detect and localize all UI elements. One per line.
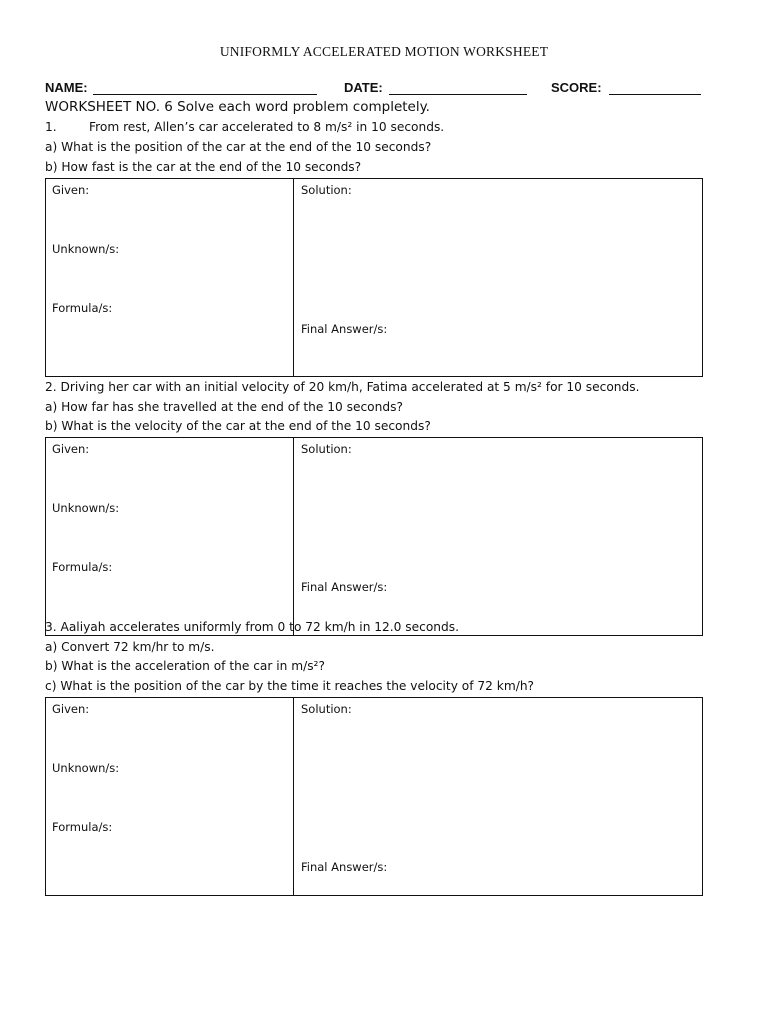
problem-3-answer-box xyxy=(45,697,703,896)
worksheet-title: UNIFORMLY ACCELERATED MOTION WORKSHEET xyxy=(219,44,549,59)
problem-2-statement: 2. Driving her car with an initial velocity of 20 km/h, Fatima accelerated at 5 m/s² for 10 seconds. xyxy=(45,380,640,394)
problem-1-answer-box xyxy=(45,178,703,377)
problem-2-part-a: a) How far has she travelled at the end of the 10 seconds? xyxy=(45,400,403,414)
name-label: NAME: xyxy=(45,80,88,95)
unknowns-label: Unknown/s: xyxy=(52,242,120,256)
formulas-label: Formula/s: xyxy=(52,301,113,315)
given-label: Given: xyxy=(52,183,90,197)
answer-box-divider xyxy=(293,438,294,635)
score-field[interactable] xyxy=(609,94,701,95)
solution-label: Solution: xyxy=(301,702,352,716)
final-answer-label: Final Answer/s: xyxy=(301,580,388,594)
final-answer-label: Final Answer/s: xyxy=(301,322,388,336)
problem-1-number: 1. xyxy=(45,120,57,134)
final-answer-label: Final Answer/s: xyxy=(301,860,388,874)
problem-2-answer-box xyxy=(45,437,703,636)
given-label: Given: xyxy=(52,702,90,716)
formulas-label: Formula/s: xyxy=(52,560,113,574)
solution-label: Solution: xyxy=(301,442,352,456)
formulas-label: Formula/s: xyxy=(52,820,113,834)
date-label: DATE: xyxy=(344,80,383,95)
problem-3-part-a: a) Convert 72 km/hr to m/s. xyxy=(45,640,215,654)
problem-2-part-b: b) What is the velocity of the car at the end of the 10 seconds? xyxy=(45,419,431,433)
name-field[interactable] xyxy=(93,94,317,95)
problem-1-text: From rest, Allen’s car accelerated to 8 m/s² in 10 seconds. xyxy=(89,120,445,134)
given-label: Given: xyxy=(52,442,90,456)
answer-box-divider xyxy=(293,698,294,895)
problem-1-part-b: b) How fast is the car at the end of the 10 seconds? xyxy=(45,160,362,174)
problem-3-part-c: c) What is the position of the car by the time it reaches the velocity of 72 km/h? xyxy=(45,679,535,693)
solution-label: Solution: xyxy=(301,183,352,197)
problem-3-part-b: b) What is the acceleration of the car in m/s²? xyxy=(45,659,325,673)
date-field[interactable] xyxy=(389,94,527,95)
student-info-header xyxy=(45,80,705,98)
problem-1-statement xyxy=(45,120,444,134)
answer-box-divider xyxy=(293,179,294,376)
problem-1-part-a: a) What is the position of the car at the end of the 10 seconds? xyxy=(45,140,432,154)
score-label: SCORE: xyxy=(551,80,602,95)
problem-3-statement: 3. Aaliyah accelerates uniformly from 0 to 72 km/h in 12.0 seconds. xyxy=(45,620,459,634)
unknowns-label: Unknown/s: xyxy=(52,501,120,515)
worksheet-instructions: WORKSHEET NO. 6 Solve each word problem completely. xyxy=(45,99,430,115)
unknowns-label: Unknown/s: xyxy=(52,761,120,775)
